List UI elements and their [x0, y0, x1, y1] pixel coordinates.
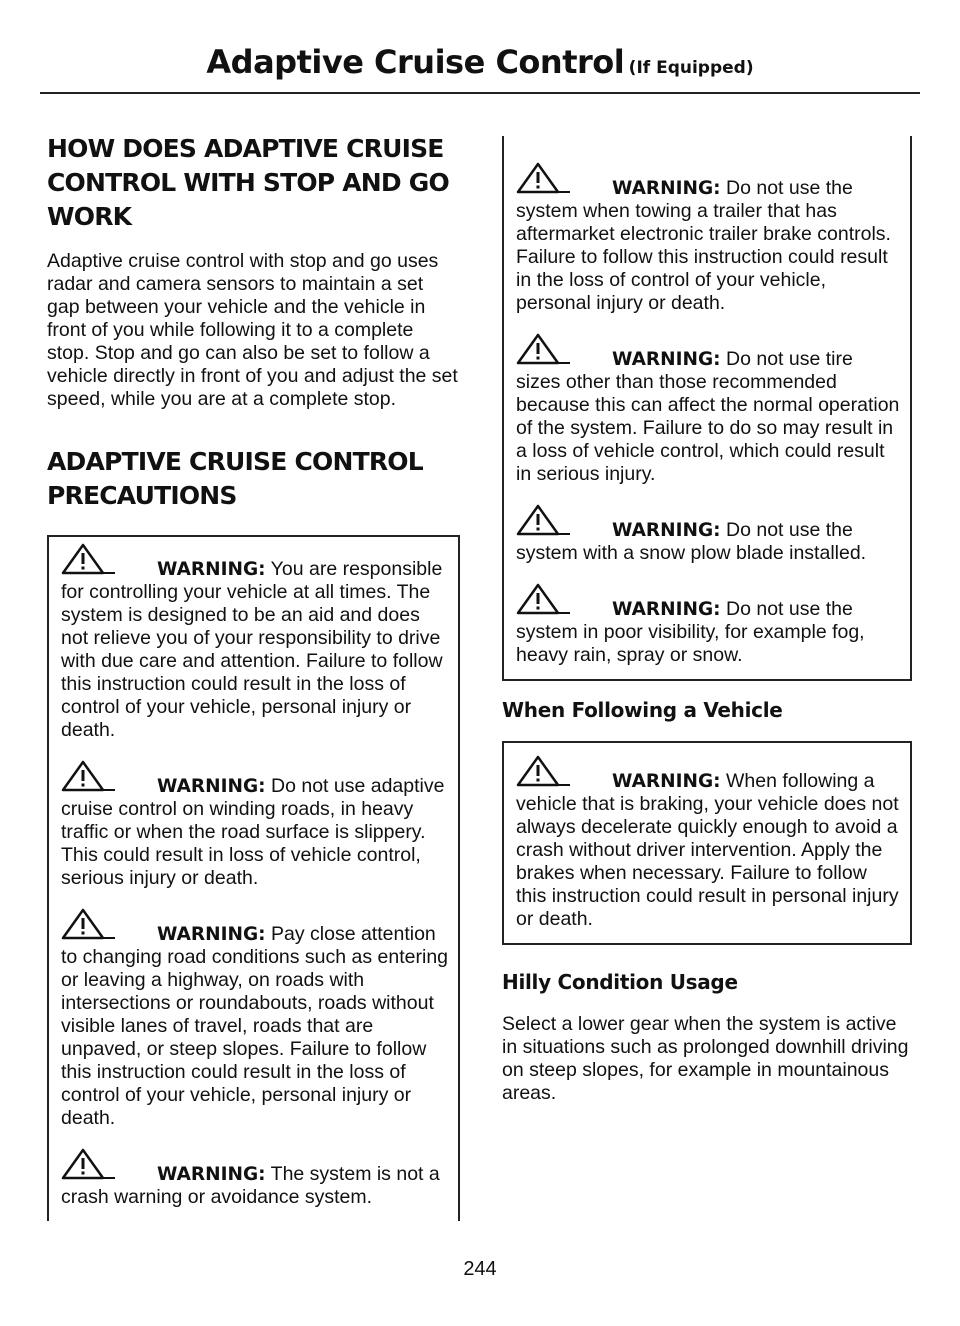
- warning-item: [61, 543, 448, 742]
- right-column: [502, 136, 912, 1139]
- warning-item: [516, 162, 900, 315]
- warning-triangle-icon: [516, 583, 612, 617]
- how-it-works-text: Adaptive cruise control with stop and go uses radar and camera sensors to maintain a set gap between your vehicle and the vehicle in front of you while following it to a complete stop. Stop and go can also be set to follow a vehicle directly in front of you and adjust the set speed, while you are at a complete stop.: [47, 250, 458, 410]
- warning-text: Do not use the system with a snow plow blade installed.: [516, 519, 867, 564]
- warning-item: [61, 1148, 448, 1209]
- precautions-warning-box: [47, 535, 460, 1221]
- continued-warning-box: [502, 136, 912, 681]
- section-heading-hilly: Hilly Condition Usage: [502, 970, 738, 994]
- warning-item: [516, 333, 900, 486]
- left-column: [47, 132, 460, 1221]
- warning-item: [61, 760, 448, 890]
- warning-item: [61, 908, 448, 1130]
- warning-text: Do not use the system in poor visibility, for example fog, heavy rain, spray or snow.: [516, 598, 865, 666]
- warning-text: Do not use the system when towing a trailer that has aftermarket electronic trailer brake controls. Failure to follow this instruction could result in the loss of control of your vehicle, personal injury or death.: [516, 177, 891, 314]
- warning-triangle-icon: [516, 333, 612, 367]
- warning-label: WARNING:: [612, 349, 721, 370]
- warning-label: WARNING:: [612, 771, 721, 792]
- warning-text: When following a vehicle that is braking, your vehicle does not always decelerate quickly enough to avoid a crash without driver intervention. Apply the brakes when necessary. Failure to follow this instruction could result in personal injury or death.: [516, 770, 899, 930]
- warning-text: Do not use tire sizes other than those recommended because this can affect the normal operation of the system. Failure to do so may result in a loss of vehicle control, which could result in serious injury.: [516, 348, 900, 485]
- warning-text: You are responsible for controlling your vehicle at all times. The system is designed to be an aid and does not relieve you of your responsibility to drive with due care and attention. Failure to follow this instruction could result in the loss of control of your vehicle, personal injury or death.: [61, 558, 443, 741]
- warning-label: WARNING:: [612, 599, 721, 620]
- page-title: Adaptive Cruise Control: [206, 43, 625, 81]
- page-header: [40, 40, 920, 94]
- warning-item: [516, 755, 900, 931]
- warning-triangle-icon: [61, 1148, 157, 1182]
- warning-triangle-icon: [516, 755, 612, 789]
- warning-label: WARNING:: [157, 559, 266, 580]
- warning-label: WARNING:: [612, 520, 721, 541]
- warning-text: Pay close attention to changing road conditions such as entering or leaving a highway, on roads with intersections or roundabouts, roads without visible lanes of travel, roads that are unpaved, or steep slopes. Failure to follow this instruction could result in the loss of control of your vehicle, personal injury or death.: [61, 923, 449, 1129]
- section-heading-precautions: ADAPTIVE CRUISE CONTROL PRECAUTIONS: [47, 447, 423, 510]
- warning-triangle-icon: [61, 760, 157, 794]
- section-heading-following: When Following a Vehicle: [502, 698, 783, 722]
- warning-triangle-icon: [61, 543, 157, 577]
- page-number: 244: [463, 1258, 497, 1280]
- section-heading-how-it-works: HOW DOES ADAPTIVE CRUISE CONTROL WITH STOP AND GO WORK: [47, 134, 449, 231]
- hilly-text: Select a lower gear when the system is active in situations such as prolonged downhill driving on steep slopes, for example in mountainous areas.: [502, 1013, 909, 1104]
- page-title-suffix: (If Equipped): [628, 58, 754, 78]
- warning-triangle-icon: [516, 504, 612, 538]
- following-warning-box: [502, 741, 912, 945]
- warning-label: WARNING:: [157, 776, 266, 797]
- warning-triangle-icon: [516, 162, 612, 196]
- warning-triangle-icon: [61, 908, 157, 942]
- warning-item: [516, 504, 900, 565]
- warning-text: The system is not a crash warning or avoidance system.: [61, 1163, 440, 1208]
- warning-label: WARNING:: [157, 1164, 266, 1185]
- warning-label: WARNING:: [157, 924, 266, 945]
- warning-label: WARNING:: [612, 178, 721, 199]
- warning-text: Do not use adaptive cruise control on winding roads, in heavy traffic or when the road surface is slippery. This could result in loss of vehicle control, serious injury or death.: [61, 775, 445, 889]
- warning-item: [516, 583, 900, 667]
